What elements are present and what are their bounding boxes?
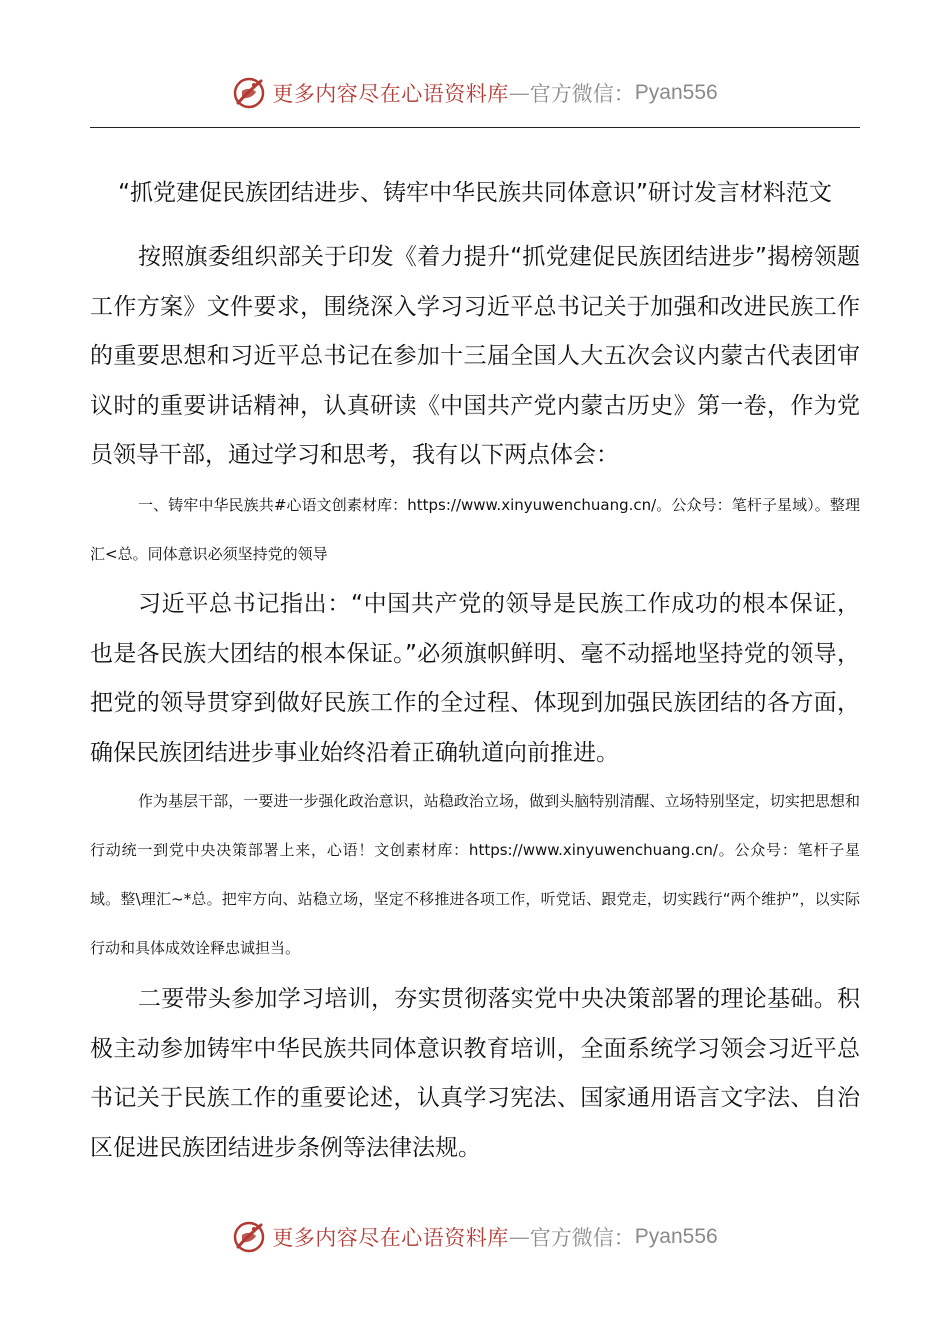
- header-wechat-id: Pyan556: [634, 81, 718, 104]
- xinyu-brush-logo-icon: [232, 1220, 266, 1254]
- footer-wechat-id: Pyan556: [634, 1225, 718, 1248]
- footer-banner: [0, 1217, 950, 1257]
- header-divider: [90, 127, 860, 128]
- footer-dash: —: [508, 1225, 530, 1249]
- paragraph-training: 二要带头参加学习培训，夯实贯彻落实党中央决策部署的理论基础。积极主动参加铸牢中华民族共同体意识教育培训，全面系统学习领会习近平总书记关于民族工作的重要论述，认真学习宪法、国家通用语言文字法、自治区促进民族团结进步条例等法律法规。: [90, 986, 860, 1161]
- xinyu-brush-logo-icon: [232, 76, 266, 110]
- header-banner: [0, 73, 950, 113]
- section-heading-one: 一、铸牢中华民族共#心语文创素材库：https://www.xinyuwenchuang.cn/。公众号：笔杆子星域）。整理汇<总。同体意识必须坚持党的领导: [90, 496, 860, 563]
- document-title: “抓党建促民族团结进步、铸牢中华民族共同体意识”研讨发言材料范文: [118, 180, 832, 206]
- paragraph-grassroots: 作为基层干部，一要进一步强化政治意识，站稳政治立场，做到头脑特别清醒、立场特别坚定，切实把思想和行动统一到党中央决策部署上来，心语！文创素材库：https://www.xinyuwenchuang.cn/。公众号：笔杆子星域。整\理汇~*总。把牢方向、站稳立场，坚定不移推进各项工作，听党话、跟党走，切实践行“两个维护”，以实际行动和具体成效诠释忠诚担当。: [90, 792, 860, 957]
- footer-wechat-label: 官方微信：: [529, 1226, 635, 1250]
- paragraph-quote: 习近平总书记指出：“中国共产党的领导是民族工作成功的根本保证，也是各民族大团结的根本保证。”必须旗帜鲜明、毫不动摇地坚持党的领导，把党的领导贯穿到做好民族工作的全过程、体现到加强民族团结的各方面，确保民族团结进步事业始终沿着正确轨道向前推进。: [90, 591, 860, 766]
- header-dash: —: [508, 81, 530, 105]
- footer-slogan: 更多内容尽在心语资料库: [272, 1226, 509, 1250]
- header-wechat-label: 官方微信：: [529, 82, 635, 106]
- paragraph-intro: 按照旗委组织部关于印发《着力提升“抓党建促民族团结进步”揭榜领题工作方案》文件要求，围绕深入学习习近平总书记关于加强和改进民族工作的重要思想和习近平总书记在参加十三届全国人大五次会议内蒙古代表团审议时的重要讲话精神，认真研读《中国共产党内蒙古历史》第一卷，作为党员领导干部，通过学习和思考，我有以下两点体会：: [90, 244, 860, 468]
- header-slogan: 更多内容尽在心语资料库: [272, 82, 509, 106]
